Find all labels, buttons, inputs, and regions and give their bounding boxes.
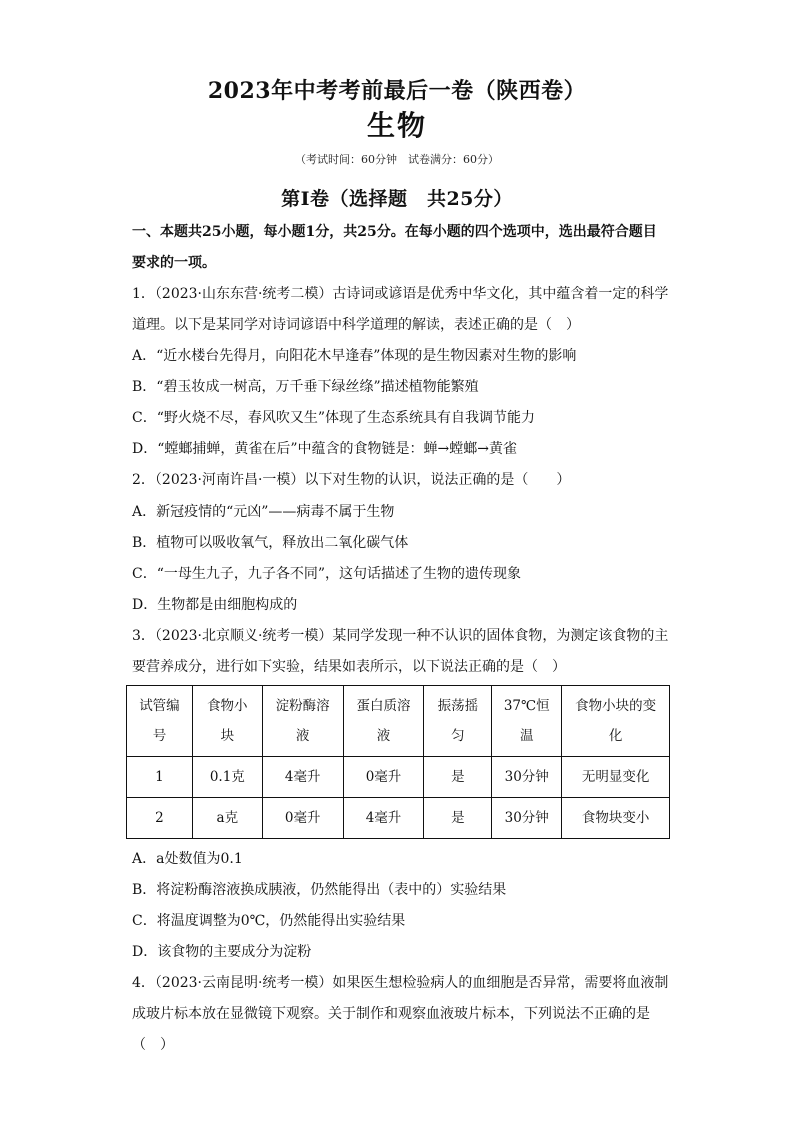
q2-option-d: D．生物都是由细胞构成的	[132, 597, 298, 613]
q2-stem-line-1: 2．（2023·河南许昌·一模）以下对生物的认识，说法正确的是（ ）	[132, 472, 571, 488]
table-header-cell: 食物小 块	[192, 686, 262, 757]
table-cell: 30分钟	[492, 757, 562, 798]
instructions-line-2: 要求的一项。	[132, 255, 216, 271]
table-cell: 0毫升	[343, 757, 424, 798]
q2-option-b: B．植物可以吸收氧气，释放出二氧化碳气体	[132, 535, 409, 551]
q4-stem-line-3: （ ）	[132, 1037, 174, 1053]
table-cell: 4毫升	[343, 798, 424, 839]
table-cell: 4毫升	[262, 757, 343, 798]
q3-option-b: B．将淀粉酶溶液换成胰液，仍然能得出（表中的）实验结果	[132, 882, 507, 898]
table-header-cell: 食物小块的变 化	[562, 686, 670, 757]
table-cell: 1	[127, 757, 193, 798]
q4-stem-line-2: 成玻片标本放在显微镜下观察。关于制作和观察血液玻片标本，下列说法不正确的是	[132, 1006, 650, 1022]
table-cell: a克	[192, 798, 262, 839]
table-cell: 0.1克	[192, 757, 262, 798]
table-row	[127, 798, 670, 839]
q3-stem-line-1: 3．（2023·北京顺义·统考一模）某同学发现一种不认识的固体食物，为测定该食物的主	[132, 628, 669, 644]
table-cell: 是	[424, 757, 492, 798]
q3-option-d: D．该食物的主要成分为淀粉	[132, 944, 312, 960]
subject-title: 生物	[366, 109, 427, 142]
table-row	[127, 757, 670, 798]
table-header-cell: 振荡摇 匀	[424, 686, 492, 757]
q2-option-c: C．“一母生九子，九子各不同”，这句话描述了生物的遗传现象	[132, 566, 522, 582]
table-cell: 2	[127, 798, 193, 839]
q3-stem-line-2: 要营养成分，进行如下实验，结果如表所示，以下说法正确的是（ ）	[132, 659, 566, 675]
q1-option-a: A．“近水楼台先得月，向阳花木早逢春”体现的是生物因素对生物的影响	[132, 348, 577, 364]
table-header-cell: 淀粉酶溶 液	[262, 686, 343, 757]
q2-option-a: A．新冠疫情的“元凶”——病毒不属于生物	[132, 504, 395, 520]
table-cell: 食物块变小	[562, 798, 670, 839]
table-cell: 30分钟	[492, 798, 562, 839]
instructions-line-1: 一、本题共25小题，每小题1分，共25分。在每小题的四个选项中，选出最符合题目	[132, 224, 657, 240]
table-header-cell: 试管编 号	[127, 686, 193, 757]
table-cell: 无明显变化	[562, 757, 670, 798]
q3-option-a: A．a处数值为0.1	[132, 851, 243, 867]
exam-time-note: （考试时间：60分钟 试卷满分：60分）	[295, 153, 499, 166]
table-header-cell: 蛋白质溶 液	[343, 686, 424, 757]
table-cell: 0毫升	[262, 798, 343, 839]
q4-stem-line-1: 4．（2023·云南昆明·统考一模）如果医生想检验病人的血细胞是否异常，需要将血液制	[132, 975, 669, 991]
q3-option-c: C．将温度调整为0℃，仍然能得出实验结果	[132, 913, 406, 929]
q1-stem-line-2: 道理。以下是某同学对诗词谚语中科学道理的解读，表述正确的是（ ）	[132, 317, 580, 333]
q1-option-d: D．“螳螂捕蝉，黄雀在后”中蕴含的食物链是：蝉→螳螂→黄雀	[132, 441, 517, 457]
table-header-cell: 37℃恒 温	[492, 686, 562, 757]
experiment-table	[126, 685, 670, 839]
table-cell: 是	[424, 798, 492, 839]
part-title: 第Ⅰ卷（选择题 共25分）	[281, 188, 513, 210]
exam-title: 2023年中考考前最后一卷（陕西卷）	[207, 78, 587, 104]
q1-option-b: B．“碧玉妆成一树高，万千垂下绿丝绦”描述植物能繁殖	[132, 379, 479, 395]
q1-stem-line-1: 1．（2023·山东东营·统考二模）古诗词或谚语是优秀中华文化，其中蕴含着一定的科学	[132, 286, 669, 302]
table-header-row	[127, 686, 670, 757]
q1-option-c: C．“野火烧不尽，春风吹又生”体现了生态系统具有自我调节能力	[132, 410, 536, 426]
